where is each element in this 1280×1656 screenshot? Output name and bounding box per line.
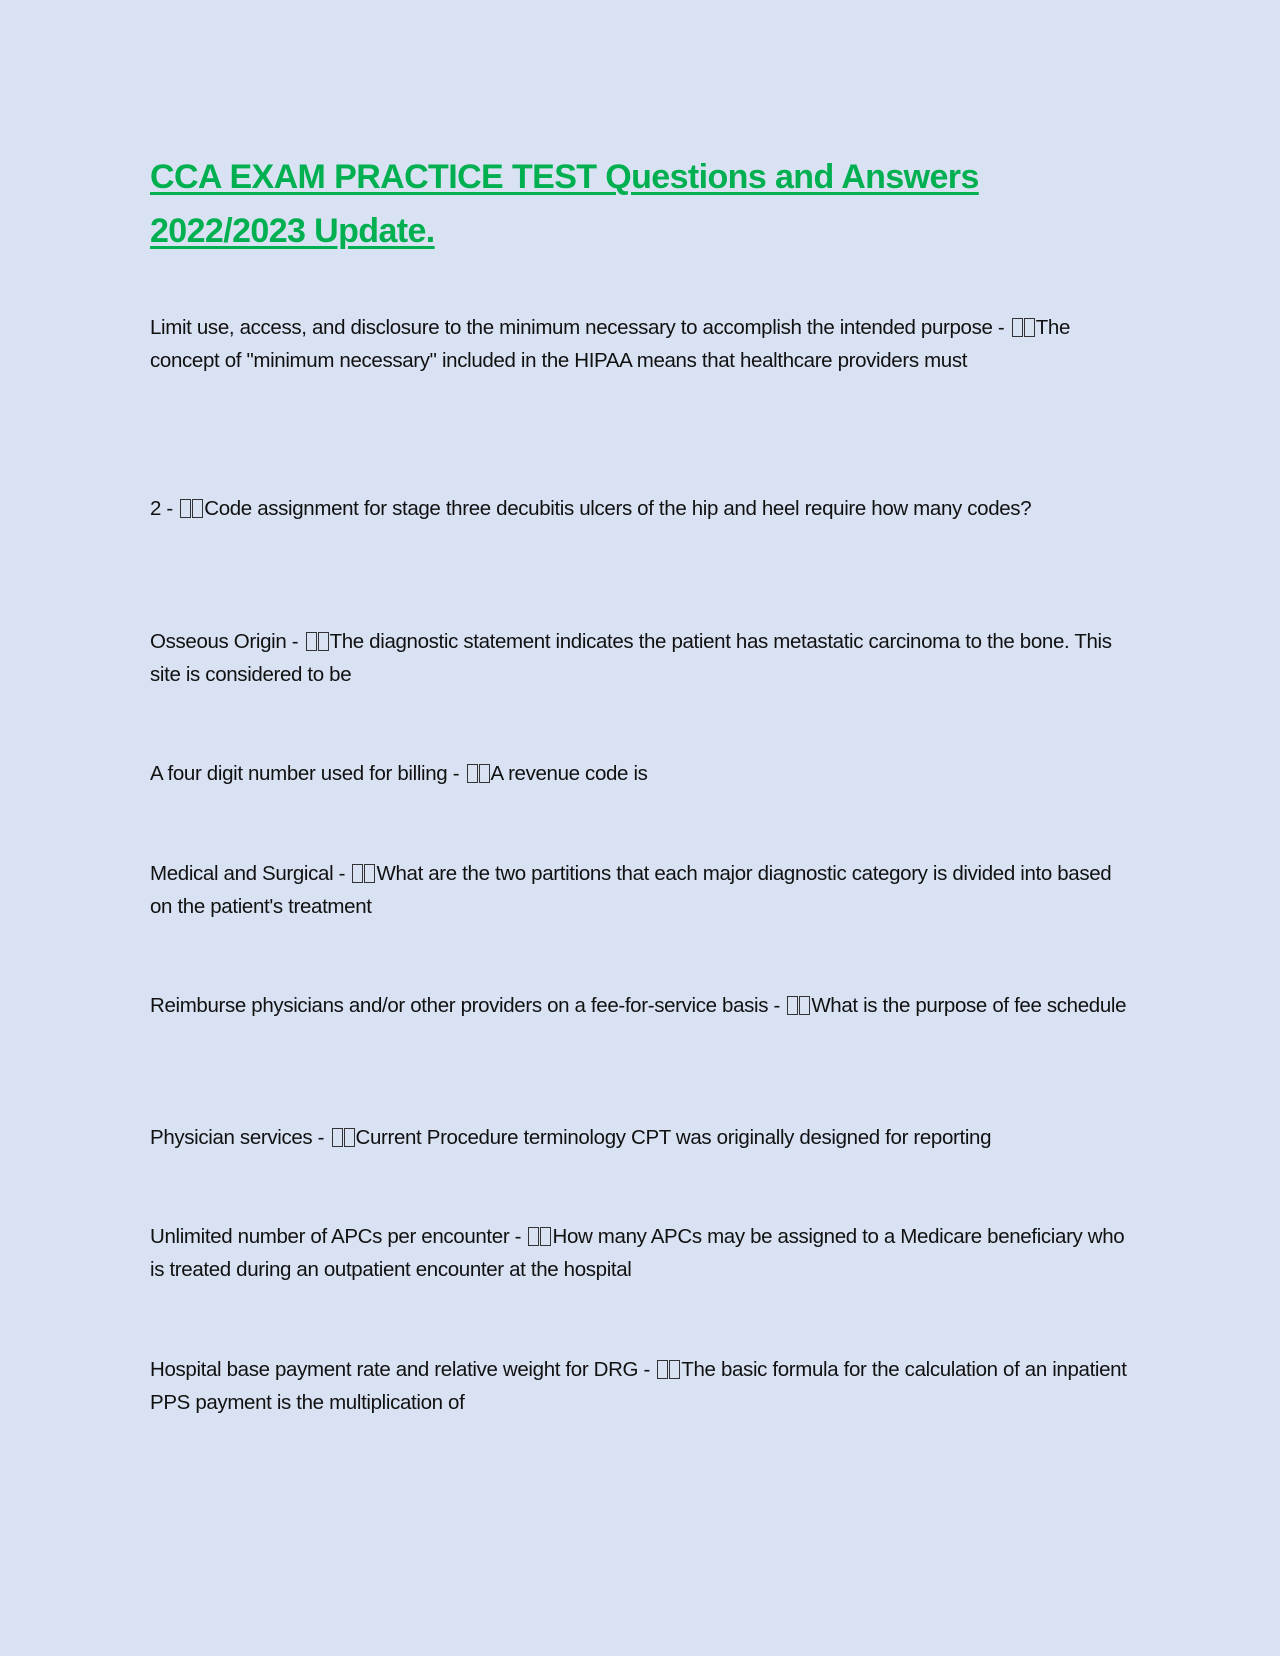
missing-glyph-icon <box>467 762 491 785</box>
answer-text: 2 <box>150 497 162 520</box>
qa-item <box>150 492 1135 525</box>
separator: - <box>509 1225 527 1248</box>
separator: - <box>286 630 304 653</box>
separator: - <box>638 1358 656 1381</box>
question-text: A revenue code is <box>490 762 648 785</box>
answer-text: A four digit number used for billing <box>150 762 448 785</box>
separator: - <box>312 1126 330 1149</box>
answer-text: Limit use, access, and disclosure to the minimum necessary to accomplish the intended purpose <box>150 316 993 339</box>
missing-glyph-icon <box>657 1358 681 1381</box>
separator: - <box>333 862 351 885</box>
qa-item <box>150 311 1135 377</box>
missing-glyph-icon <box>180 497 204 520</box>
qa-item <box>150 989 1135 1022</box>
question-text: How many APCs may be assigned to a Medicare beneficiary who is treated during an outpatient encounter at the hospital <box>150 1225 1125 1281</box>
missing-glyph-icon <box>787 994 811 1017</box>
missing-glyph-icon <box>332 1126 356 1149</box>
missing-glyph-icon <box>352 862 376 885</box>
qa-item <box>150 857 1135 923</box>
answer-text: Medical and Surgical <box>150 862 334 885</box>
missing-glyph-icon <box>528 1225 552 1248</box>
separator: - <box>447 762 465 785</box>
question-text: The diagnostic statement indicates the patient has metastatic carcinoma to the bone. This site is considered to be <box>150 630 1112 686</box>
qa-item <box>150 1220 1135 1286</box>
qa-item <box>150 757 1135 790</box>
document-title: CCA EXAM PRACTICE TEST Questions and Answers 2022/2023 Update. <box>150 158 979 250</box>
separator: - <box>768 994 786 1017</box>
qa-item <box>150 1353 1135 1419</box>
missing-glyph-icon <box>1012 316 1036 339</box>
answer-text: Unlimited number of APCs per encounter <box>150 1225 510 1248</box>
missing-glyph-icon <box>306 630 330 653</box>
question-text: The basic formula for the calculation of an inpatient PPS payment is the multiplication of <box>150 1358 1127 1414</box>
question-text: The concept of "minimum necessary" included in the HIPAA means that healthcare providers must <box>150 316 1071 372</box>
qa-item <box>150 1121 1135 1154</box>
answer-text: Hospital base payment rate and relative weight for DRG <box>150 1358 639 1381</box>
question-text: What are the two partitions that each major diagnostic category is divided into based on the patient's treatment <box>150 862 1112 918</box>
question-text: What is the purpose of fee schedule <box>811 994 1127 1017</box>
answer-text: Physician services <box>150 1126 313 1149</box>
qa-item <box>150 625 1135 691</box>
answer-text: Osseous Origin <box>150 630 287 653</box>
question-text: Code assignment for stage three decubitis ulcers of the hip and heel require how many codes? <box>204 497 1032 520</box>
separator: - <box>992 316 1010 339</box>
separator: - <box>161 497 179 520</box>
answer-text: Reimburse physicians and/or other providers on a fee-for-service basis <box>150 994 769 1017</box>
question-text: Current Procedure terminology CPT was originally designed for reporting <box>355 1126 992 1149</box>
